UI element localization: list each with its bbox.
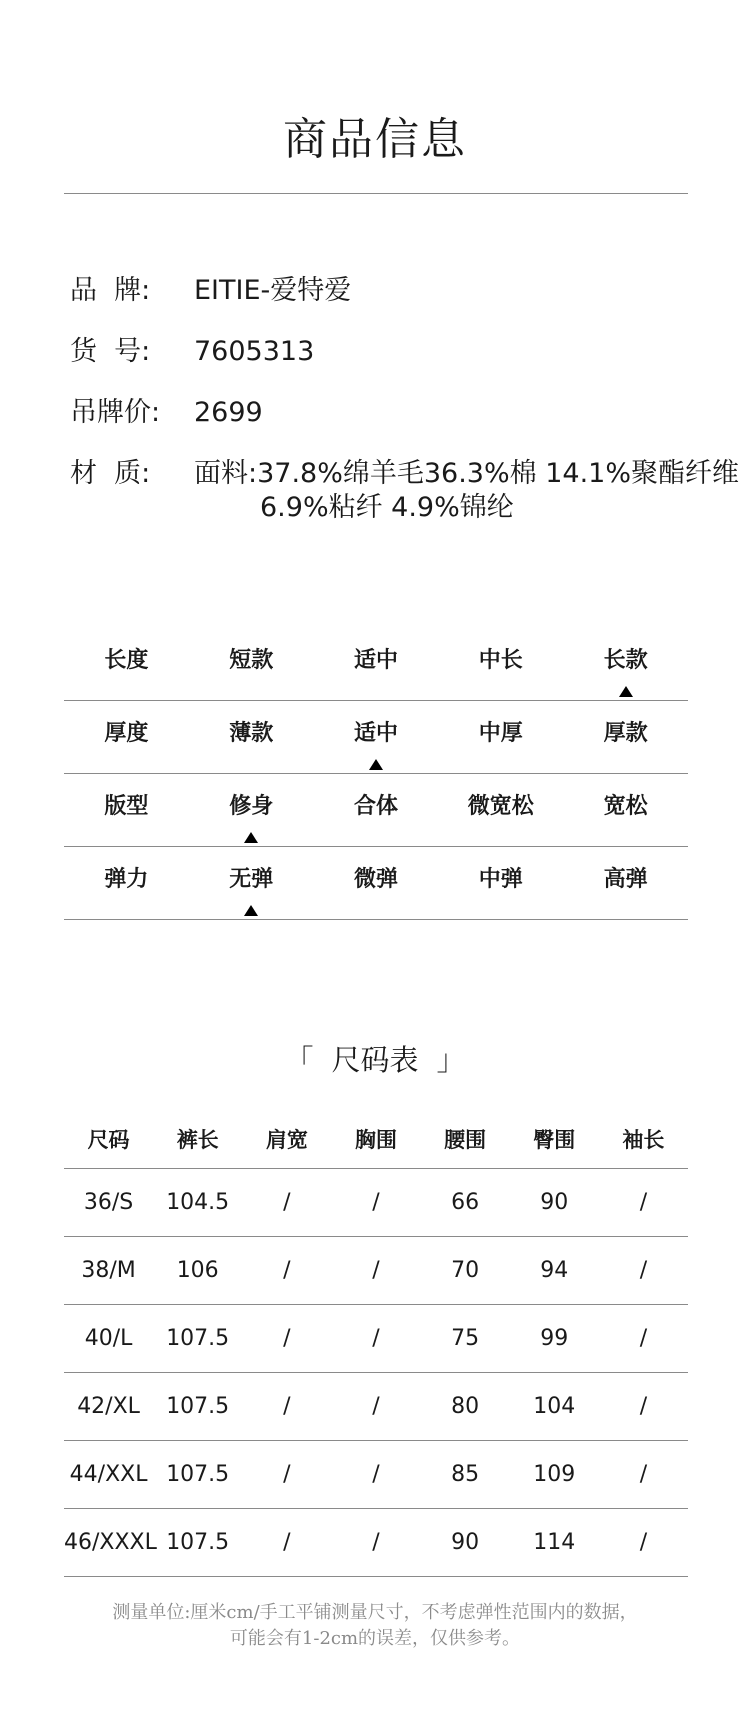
table-row [64,1237,688,1305]
size-header-cell: 袖长 [622,1128,665,1152]
attribute-option: 长款 [603,648,648,673]
table-cell: / [639,1394,648,1419]
price-value: 2699 [194,397,263,428]
price-label: 吊牌价: [70,397,161,428]
table-cell: 66 [451,1190,480,1215]
attribute-option: 微宽松 [467,794,534,819]
table-cell: / [639,1530,648,1555]
brand-value: EITIE-爱特爱 [194,275,352,306]
selected-marker-icon [244,905,258,916]
table-cell: / [372,1326,380,1351]
table-cell: 75 [451,1326,480,1351]
attribute-divider [64,919,688,920]
table-cell: / [372,1190,380,1215]
size-header-cell: 臀围 [533,1128,576,1152]
table-cell: 70 [451,1258,480,1283]
table-cell: / [283,1258,291,1283]
table-cell: 106 [176,1258,219,1283]
attribute-row [64,701,688,774]
size-chart-title-text: 尺码表 [331,1043,419,1077]
table-row [64,1169,688,1237]
attribute-row [64,847,688,920]
attribute-row [64,774,688,847]
material-value-line1: 面料:37.8%绵羊毛36.3%棉 14.1%聚酯纤维 [194,458,739,489]
size-header-cell: 尺码 [87,1128,130,1152]
table-row [64,1509,688,1577]
table-cell: / [283,1326,291,1351]
table-cell: / [372,1530,380,1555]
attribute-option: 适中 [353,648,398,673]
table-cell: 80 [451,1394,480,1419]
attribute-option: 修身 [229,794,274,819]
table-row [64,1373,688,1441]
table-cell: 38/M [81,1258,136,1283]
table-cell: 40/L [84,1326,133,1351]
table-cell: / [372,1394,380,1419]
table-cell: 109 [533,1462,576,1487]
table-cell: 107.5 [166,1462,230,1487]
table-cell: / [283,1394,291,1419]
title-divider [64,193,688,194]
table-row [64,1441,688,1509]
table-cell: 90 [451,1530,480,1555]
attribute-name: 弹力 [104,867,149,892]
sku-value: 7605313 [194,336,315,367]
table-cell: 107.5 [166,1394,230,1419]
attribute-option: 短款 [229,648,274,673]
size-table [64,1108,688,1577]
table-cell: / [639,1462,648,1487]
selected-marker-icon [619,686,633,697]
attribute-option: 适中 [353,721,398,746]
table-cell: 42/XL [77,1394,140,1419]
measurement-note-line1: 测量单位:厘米cm/手工平铺测量尺寸，不考虑弹性范围内的数据， [112,1602,638,1623]
table-cell: / [372,1258,380,1283]
attribute-name: 版型 [104,794,149,819]
attribute-option: 中弹 [478,867,523,892]
size-chart-bracket-close: 」 [436,1043,466,1077]
attribute-name: 厚度 [104,721,149,746]
size-header-cell: 胸围 [354,1128,397,1152]
table-cell: 99 [540,1326,569,1351]
brand-label: 品 牌: [70,275,151,306]
selected-marker-icon [369,759,383,770]
size-table-header [64,1108,688,1169]
table-cell: 46/XXXL [64,1530,157,1555]
table-cell: 85 [451,1462,480,1487]
size-chart-title [0,1038,750,1082]
table-cell: / [372,1462,380,1487]
selected-marker-icon [244,832,258,843]
size-header-cell: 肩宽 [265,1128,308,1152]
attribute-name: 长度 [104,648,149,673]
attribute-row [64,628,688,701]
attribute-option: 薄款 [229,721,274,746]
attribute-option: 中厚 [478,721,523,746]
table-cell: / [283,1462,291,1487]
attribute-option: 合体 [353,794,398,819]
table-cell: / [639,1326,648,1351]
table-cell: 44/XXL [69,1462,148,1487]
size-chart-bracket-open: 「 [284,1043,314,1077]
attribute-option: 中长 [478,648,523,673]
attribute-option: 微弹 [353,867,398,892]
table-cell: 94 [540,1258,569,1283]
measurement-note-line2: 可能会有1-2cm的误差，仅供参考。 [229,1628,521,1649]
table-cell: / [283,1530,291,1555]
table-row [64,1305,688,1373]
sku-label: 货 号: [70,336,151,367]
size-header-cell: 裤长 [176,1128,219,1152]
table-cell: 90 [540,1190,569,1215]
table-cell: 107.5 [166,1530,230,1555]
attribute-option: 高弹 [603,867,648,892]
attribute-option: 厚款 [603,721,648,746]
table-cell: 104.5 [166,1190,230,1215]
attribute-option: 宽松 [603,794,648,819]
table-cell: / [639,1190,648,1215]
table-cell: / [639,1258,648,1283]
material-value-line2: 6.9%粘纤 4.9%锦纶 [260,492,514,523]
size-header-cell: 腰围 [444,1128,487,1152]
attribute-option: 无弹 [229,867,274,892]
table-cell: 36/S [83,1190,134,1215]
material-label: 材 质: [70,458,151,489]
table-cell: / [283,1190,291,1215]
page-title: 商品信息 [283,114,467,165]
table-cell: 104 [533,1394,576,1419]
table-cell: 114 [533,1530,576,1555]
table-cell: 107.5 [166,1326,230,1351]
